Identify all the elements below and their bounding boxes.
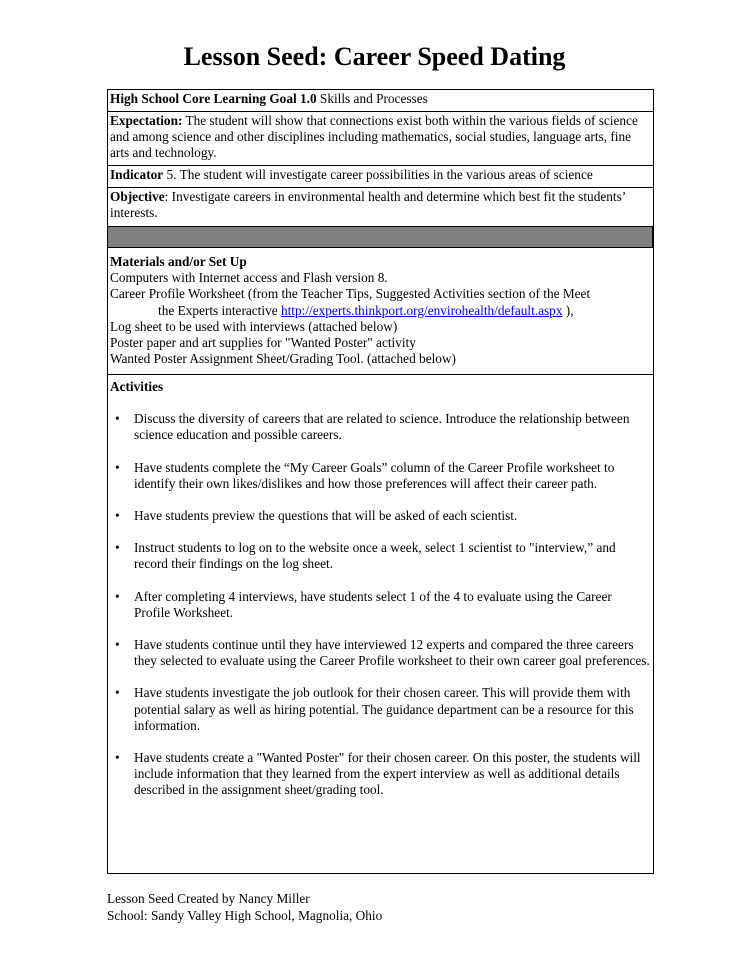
materials-line: Poster paper and art supplies for "Wanted Poster" activity	[110, 335, 416, 351]
list-item	[110, 685, 651, 734]
materials-section	[107, 247, 654, 375]
materials-line: Career Profile Worksheet (from the Teacher Tips, Suggested Activities section of the Meet	[110, 286, 591, 302]
materials-line3-prefix: the Experts interactive	[158, 302, 281, 318]
expectation-row	[107, 111, 654, 166]
list-item	[110, 460, 651, 492]
objective-text: : Investigate careers in environmental health and determine which best fit the students’ interests.	[110, 189, 626, 221]
expectation-text: The student will show that connections exist both within the various fields of science and among science and other disciplines including mathematics, social studies, language arts, fine arts and technology.	[110, 113, 638, 161]
bullet-icon: •	[115, 685, 120, 701]
bullet-icon: •	[115, 588, 120, 604]
goal-text: Skills and Processes	[316, 91, 428, 106]
indicator-text: 5. The student will investigate career possibilities in the various areas of science	[163, 167, 593, 182]
materials-line: Computers with Internet access and Flash version 8.	[110, 270, 388, 286]
list-item	[110, 540, 651, 572]
activity-text: Have students create a "Wanted Poster" for their chosen career. On this poster, the students will include information that they learned from the expert interview as well as additional details described in the assignment sheet/grading tool.	[134, 750, 641, 798]
bullet-icon: •	[115, 637, 120, 653]
list-item	[110, 411, 651, 443]
activities-heading: Activities	[110, 379, 164, 394]
bullet-icon: •	[115, 459, 120, 475]
goal-row	[107, 89, 654, 112]
bullet-icon: •	[115, 508, 120, 524]
experts-link[interactable]: http://experts.thinkport.org/envirohealth/default.aspx	[280, 302, 563, 318]
materials-heading: Materials and/or Set Up	[110, 254, 247, 269]
list-item	[110, 637, 651, 669]
activity-text: Instruct students to log on to the website once a week, select 1 scientist to "interview,” and record their findings on the log sheet.	[134, 540, 616, 572]
footer-school: School: Sandy Valley High School, Magnolia, Ohio	[107, 907, 383, 923]
bullet-icon: •	[115, 411, 120, 427]
materials-line3-suffix: ),	[562, 302, 574, 318]
footer	[107, 891, 647, 924]
objective-label: Objective	[110, 189, 165, 204]
activity-text: Have students investigate the job outlook for their chosen career. This will provide them with potential salary as well as hiring potential. The guidance department can be a resource for this information.	[134, 685, 634, 733]
materials-line: Wanted Poster Assignment Sheet/Grading Tool. (attached below)	[110, 351, 456, 367]
list-item	[110, 589, 651, 621]
activity-text: Have students continue until they have interviewed 12 experts and compared the three careers they selected to evaluate using the Career Profile worksheet to their own career goal preferences.	[134, 637, 650, 669]
activity-text: Have students complete the “My Career Goals” column of the Career Profile worksheet to identify their own likes/dislikes and how those preferences will affect their career path.	[134, 459, 615, 491]
activities-section	[107, 374, 654, 874]
materials-line	[110, 303, 651, 319]
bullet-icon: •	[115, 750, 120, 766]
activity-text: After completing 4 interviews, have students select 1 of the 4 to evaluate using the Career Profile Worksheet.	[134, 588, 612, 620]
footer-author: Lesson Seed Created by Nancy Miller	[107, 891, 310, 906]
indicator-row	[107, 165, 654, 188]
gray-divider-row	[107, 226, 654, 248]
expectation-label: Expectation:	[110, 113, 183, 128]
activity-text: Have students preview the questions that will be asked of each scientist.	[134, 508, 518, 524]
list-item	[110, 750, 651, 799]
bullet-icon: •	[115, 540, 120, 556]
indicator-label: Indicator	[110, 167, 164, 182]
activity-text: Discuss the diversity of careers that are related to science. Introduce the relationship between science education and possible careers.	[134, 411, 630, 443]
objective-row	[107, 187, 654, 227]
page-title: Lesson Seed: Career Speed Dating	[183, 42, 566, 71]
list-item	[110, 508, 651, 524]
activities-list	[110, 411, 651, 798]
goal-label: High School Core Learning Goal 1.0	[110, 91, 317, 106]
materials-line: Log sheet to be used with interviews (attached below)	[110, 318, 398, 334]
